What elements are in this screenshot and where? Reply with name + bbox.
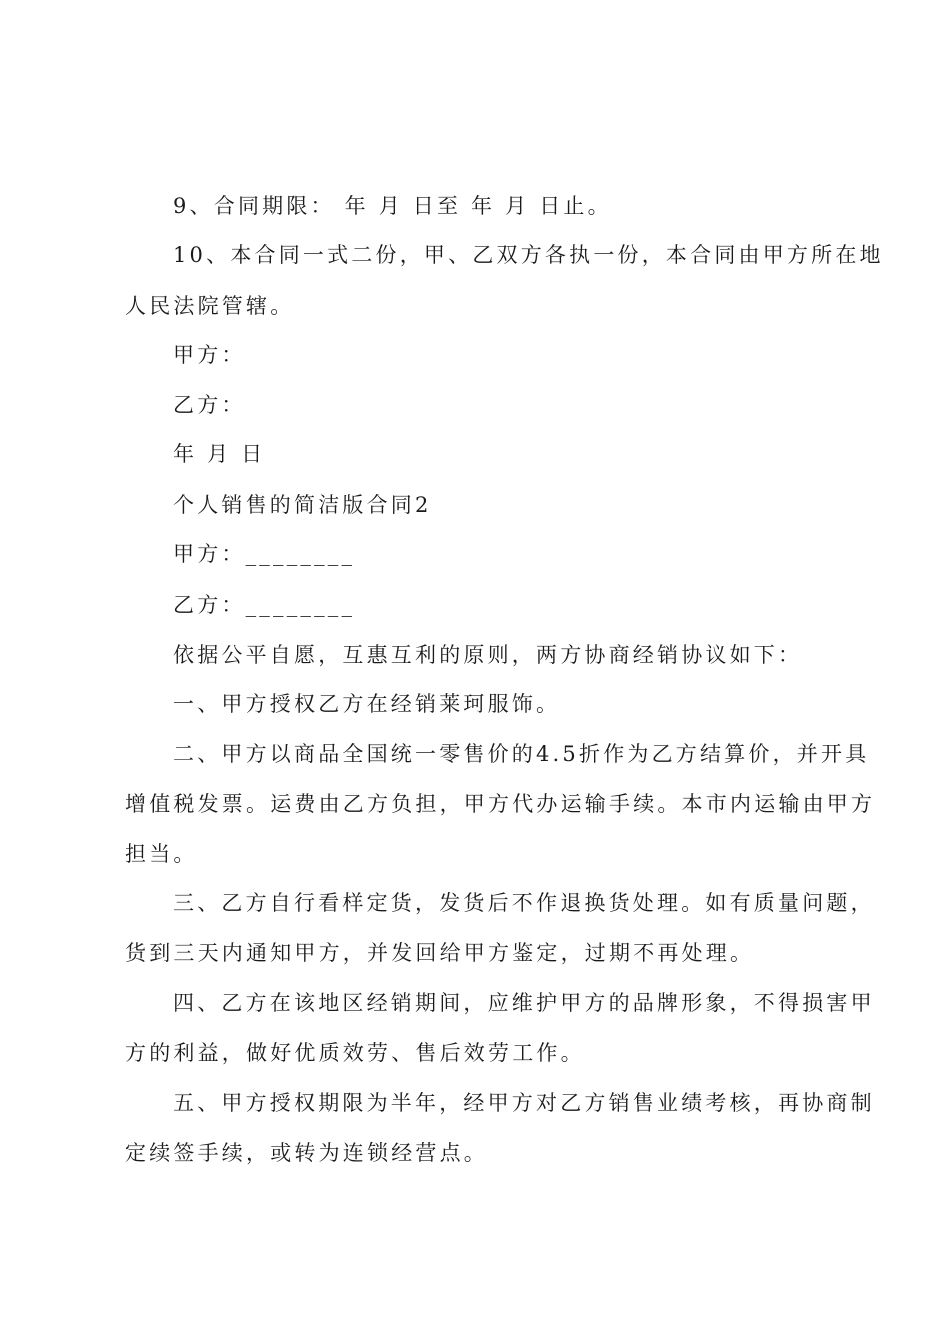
item-2-line-3: 担当。 xyxy=(125,842,198,866)
signing-date-line: 年 月 日 xyxy=(173,442,266,466)
party-b-label: 乙方： xyxy=(173,393,246,417)
clause-10-line-2: 人民法院管辖。 xyxy=(125,294,295,318)
item-2-line-2: 增值税发票。运费由乙方负担，甲方代办运输手续。本市内运输由甲方 xyxy=(125,792,876,816)
item-4-line-1: 四、乙方在该地区经销期间，应维护甲方的品牌形象，不得损害甲 xyxy=(173,991,875,1015)
item-2-line-1: 二、甲方以商品全国统一零售价的4.5折作为乙方结算价，并开具 xyxy=(173,742,870,766)
item-1: 一、甲方授权乙方在经销莱珂服饰。 xyxy=(173,692,561,716)
clause-10-line-1: 10、本合同一式二份，甲、乙双方各执一份，本合同由甲方所在地 xyxy=(173,243,884,267)
item-3-line-2: 货到三天内通知甲方，并发回给甲方鉴定，过期不再处理。 xyxy=(125,941,755,965)
item-3-line-1: 三、乙方自行看样定货，发货后不作退换货处理。如有质量问题， xyxy=(173,891,875,915)
contract-2-title: 个人销售的简洁版合同2 xyxy=(173,493,432,517)
contract-2-preamble: 依据公平自愿，互惠互利的原则，两方协商经销协议如下： xyxy=(173,643,803,667)
party-a-label: 甲方： xyxy=(173,343,246,367)
item-5-line-1: 五、甲方授权期限为半年，经甲方对乙方销售业绩考核，再协商制 xyxy=(173,1091,875,1115)
item-4-line-2: 方的利益，做好优质效劳、售后效劳工作。 xyxy=(125,1041,585,1065)
contract-2-party-a: 甲方：________ xyxy=(173,542,356,566)
item-5-line-2: 定续签手续，或转为连锁经营点。 xyxy=(125,1141,488,1165)
clause-9-term: 9、合同期限： 年 月 日至 年 月 日止。 xyxy=(173,194,612,218)
contract-2-party-b: 乙方：________ xyxy=(173,593,356,617)
